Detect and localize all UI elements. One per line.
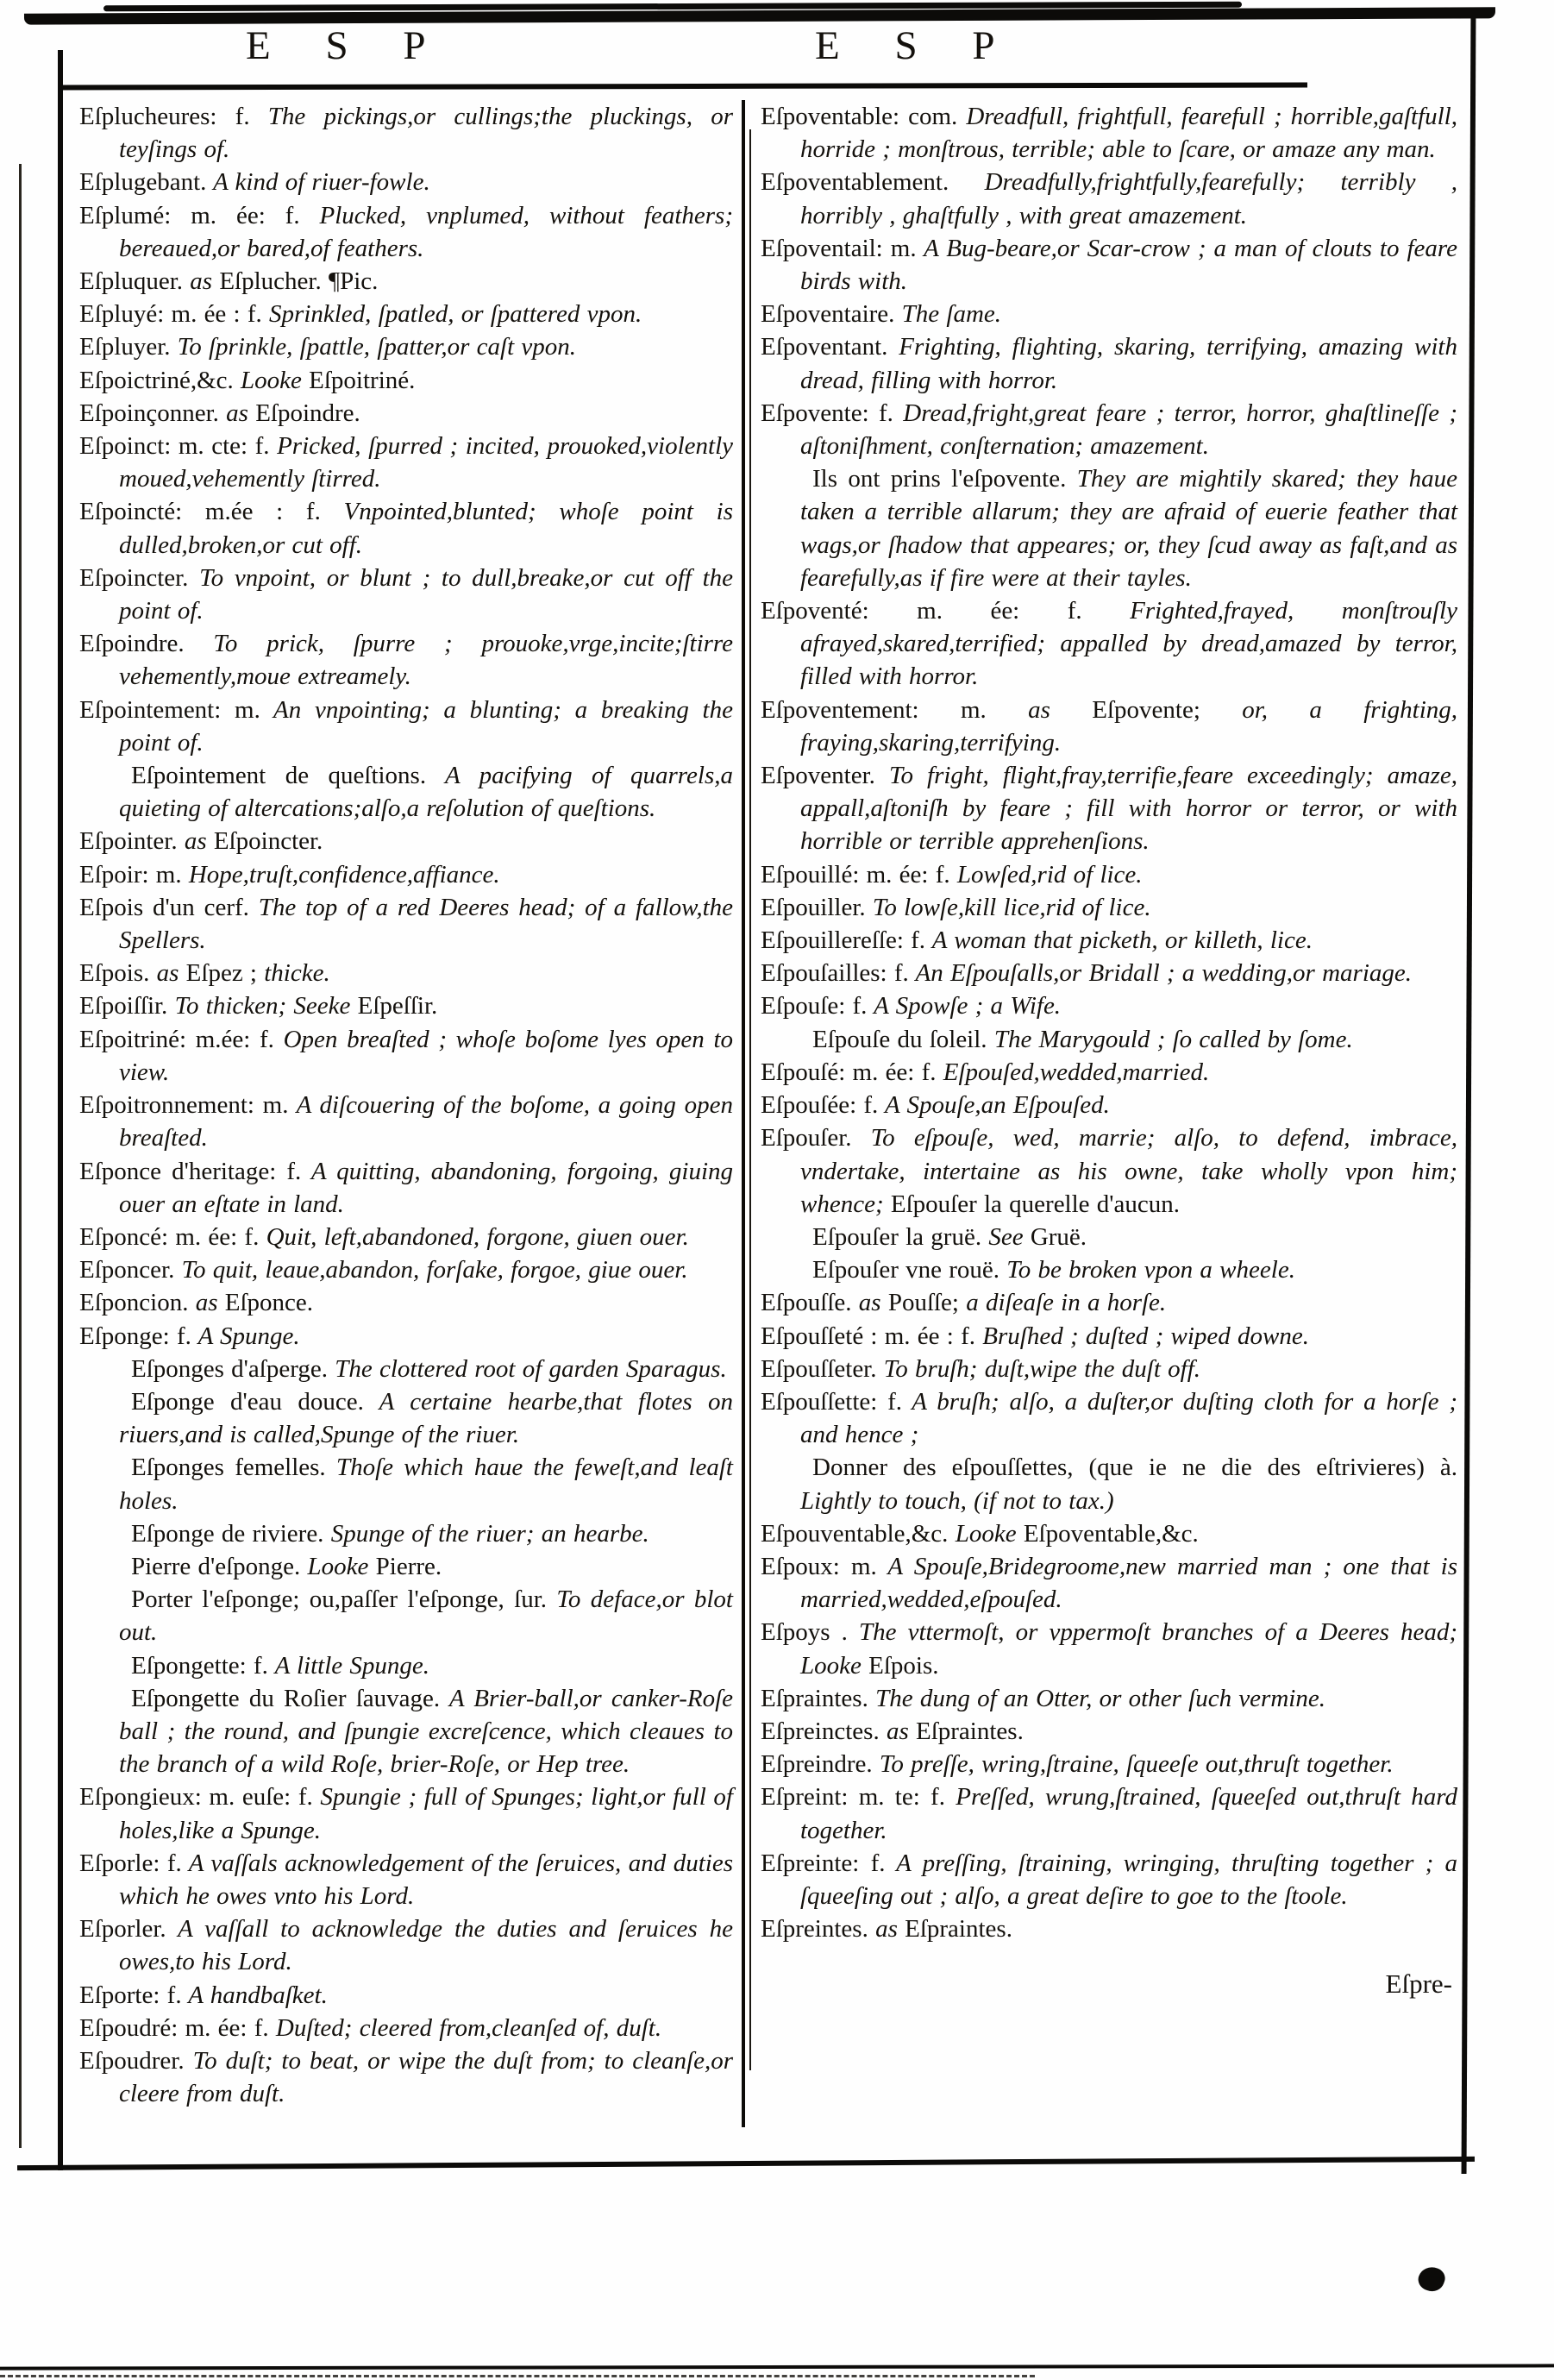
entry-headword: Eſpoinct: m. cte: f.: [79, 432, 270, 461]
entry-definition: To lowſe,kill lice,rid of lice.: [865, 893, 1151, 921]
header-rule: [62, 82, 1307, 90]
dictionary-entry: [79, 330, 733, 363]
entry-cross-reference: Eſpeſſir.: [350, 992, 438, 1020]
entry-definition: A Bug-beare,or Scar-crow ; a man of clouts to feare birds with.: [800, 234, 1457, 296]
dictionary-entry: [79, 694, 733, 759]
entry-definition: A little Spunge.: [267, 1651, 430, 1680]
dictionary-entry: [761, 957, 1457, 989]
entry-headword: Eſpoudrer.: [79, 2046, 185, 2075]
entry-headword: Eſpois d'un cerf.: [79, 893, 249, 921]
entry-headword: Eſpouſée: f.: [761, 1091, 879, 1120]
entry-cross-reference: Pierre.: [368, 1552, 442, 1580]
entry-definition: as: [149, 959, 179, 988]
dictionary-entry: [79, 397, 733, 430]
entry-definition: The ſame.: [894, 300, 1002, 329]
entry-definition: as: [986, 695, 1050, 724]
entry-headword: Eſpouſſe.: [761, 1289, 852, 1317]
entry-headword: Pierre d'eſponge.: [131, 1552, 301, 1580]
dictionary-entry: [761, 1550, 1457, 1616]
dictionary-entry: [79, 858, 733, 891]
dictionary-entry: [761, 594, 1457, 694]
entry-definition: A pacifying of quarrels,a quieting of altercations;alſo,a reſolution of queſtions.: [119, 762, 733, 823]
entry-definition: as: [879, 1717, 909, 1745]
entry-definition: The vttermoſt, or vppermoſt branches of a Deeres head; Looke: [800, 1618, 1457, 1680]
entry-headword: Eſpoincté: m.ée : f.: [79, 498, 321, 526]
entry-cross-reference: Eſpovente;: [1050, 695, 1200, 724]
entry-definition: Looke: [300, 1552, 369, 1580]
ink-blot: [1415, 2264, 1448, 2295]
dictionary-entry: [79, 1550, 733, 1583]
dictionary-entry: [79, 1979, 733, 2012]
entry-definition: To deface,or blot out.: [119, 1586, 733, 1647]
entry-definition: A vaſſals acknowledgement of the ſeruices, and duties which he owes vnto his Lord.: [119, 1849, 733, 1910]
entry-headword: Eſpoinçonner.: [79, 399, 219, 427]
dictionary-entry: [79, 265, 733, 298]
entry-definition: A Spunge.: [191, 1322, 300, 1350]
dictionary-entry: [79, 364, 733, 397]
column-divider-rule-2: [749, 129, 751, 2070]
entry-definition: Dread,fright,great feare ; terror, horror, ghaſtlineſſe ; aſtoniſhment, conſternation; amazement.: [800, 399, 1457, 461]
entry-definition: To eſpouſe, wed, marrie; alſo, to defend, imbrace, vndertake, intertaine as his owne, take wholly vpon him; whence;: [800, 1124, 1457, 1218]
entry-headword: Eſpreintes.: [761, 1915, 868, 1944]
dictionary-entry: [79, 825, 733, 857]
dictionary-entry: [761, 100, 1457, 166]
dictionary-entry: [79, 1583, 733, 1648]
entry-headword: Eſponcer.: [79, 1256, 175, 1284]
dictionary-entry: [79, 430, 733, 495]
entry-definition: A Brier-ball,or canker-Roſe ball ; the round, and ſpungie excreſcence, which cleaues to the branch of a wild Roſe, brier-Roſe, or Hep tree.: [119, 1684, 733, 1779]
entry-cross-reference: Eſpraintes.: [908, 1717, 1024, 1745]
entry-headword: Eſpoir: m.: [79, 860, 182, 889]
entry-headword: Eſponge: f.: [79, 1322, 191, 1350]
dictionary-entry: [761, 1517, 1457, 1550]
dictionary-entry: [79, 1912, 733, 1978]
dictionary-entry: [79, 166, 733, 198]
entry-definition: Duſted; cleered from,cleanſed of, duſt.: [268, 2013, 662, 2042]
dictionary-entry: [761, 166, 1457, 231]
entry-headword: Eſpreinte: f.: [761, 1849, 886, 1877]
page-left-edge-shadow: [19, 164, 22, 2148]
entry-definition: as: [177, 827, 207, 856]
entry-headword: Eſponges d'aſperge.: [131, 1354, 328, 1383]
dictionary-entry: [79, 298, 733, 330]
entry-headword: Eſpreinctes.: [761, 1717, 880, 1745]
entry-headword: Eſpoux: m.: [761, 1552, 877, 1580]
entry-headword: Eſpouillereſſe: f.: [761, 926, 926, 955]
entry-headword: Eſpouſe du ſoleil.: [812, 1025, 987, 1053]
entry-definition: To prick, ſpurre ; prouoke,vrge,incite;ſtirre vehemently,moue extreamely.: [119, 630, 733, 691]
entry-definition: Sprinkled, ſpatled, or ſpattered vpon.: [261, 300, 642, 329]
dictionary-entry: [79, 891, 733, 957]
dictionary-entry: [79, 199, 733, 265]
entry-cross-reference: Gruë.: [1023, 1222, 1087, 1251]
entry-headword: Eſpouſailles: f.: [761, 959, 909, 988]
dictionary-entry: [761, 989, 1457, 1022]
entry-headword: Ils ont prins l'eſpovente.: [812, 465, 1067, 493]
entry-definition: To thicken; Seeke: [167, 992, 351, 1020]
entry-cross-reference: Eſpoventable,&c.: [1016, 1519, 1199, 1548]
catchword: Eſpre-: [1385, 1969, 1452, 2000]
entry-headword: Eſpluyer.: [79, 333, 171, 361]
entry-definition: To quit, leaue,abandon, forſake, forgoe, giue ouer.: [174, 1256, 688, 1284]
entry-definition: Looke: [233, 366, 302, 394]
entry-definition: Vnpointed,blunted; whoſe point is dulled,broken,or cut off.: [119, 498, 734, 559]
dictionary-entry: [761, 759, 1457, 858]
dictionary-entry: [79, 100, 733, 166]
entry-headword: Eſpoventablement.: [761, 168, 949, 197]
entry-headword: Eſpoitriné: m.ée: f.: [79, 1025, 274, 1053]
entry-definition: as: [851, 1289, 881, 1317]
entry-definition: Spunge of the riuer; an hearbe.: [323, 1519, 649, 1548]
entry-headword: Eſponge de riviere.: [131, 1519, 324, 1548]
entry-headword: Eſplumé: m. ée: f.: [79, 201, 300, 229]
entry-headword: Eſpovente: f.: [761, 399, 893, 427]
dictionary-column-right: [761, 100, 1457, 2001]
entry-definition: To be broken vpon a wheele.: [999, 1256, 1295, 1284]
entry-headword: Eſpluyé: m. ée : f.: [79, 300, 262, 329]
entry-headword: Eſpointement de queſtions.: [131, 762, 427, 790]
entry-headword: Eſponcé: m. ée: f.: [79, 1222, 260, 1251]
dictionary-entry: [761, 1715, 1457, 1748]
entry-definition: Quit, left,abandoned, forgone, giuen ouer.: [259, 1222, 689, 1251]
dictionary-entry: [761, 1451, 1457, 1517]
entry-definition: or, a frighting, fraying,skaring,terrifying.: [800, 695, 1457, 757]
entry-headword: Eſpoventant.: [761, 333, 888, 361]
dictionary-entry: [79, 1155, 733, 1221]
entry-definition: A preſſing, ſtraining, wringing, thruſting together ; a ſqueeſing out ; alſo, a great deſire to goe to the ſtoole.: [800, 1849, 1457, 1910]
entry-definition: a diſeaſe in a horſe.: [958, 1289, 1167, 1317]
entry-headword: Eſpoictriné,&c.: [79, 366, 234, 394]
entry-definition: Pricked, ſpurred ; incited, prouoked,violently moued,vehemently ſtirred.: [119, 432, 734, 493]
entry-definition: Dreadfully,frightfully,fearefully; terribly , horribly , ghaſtfully , with great amazement.: [800, 168, 1457, 229]
dictionary-entry: [79, 1353, 733, 1385]
dictionary-entry: [79, 1221, 733, 1253]
entry-definition: A diſcouering of the boſome, a going open breaſted.: [119, 1091, 733, 1152]
dictionary-entry: [761, 397, 1457, 462]
entry-cross-reference: Eſpez ;: [179, 959, 257, 988]
entry-definition: To duſt; to beat, or wipe the duſt from; to cleanſe,or cleere from duſt.: [119, 2046, 733, 2108]
entry-definition: To ſprinkle, ſpattle, ſpatter,or caſt vpon.: [170, 333, 577, 361]
entry-cross-reference: Eſpouſer la querelle d'aucun.: [883, 1190, 1181, 1218]
dictionary-entry: [79, 989, 733, 1022]
entry-headword: Eſpoventable: com.: [761, 103, 958, 130]
dictionary-entry: [761, 1023, 1457, 1056]
entry-definition: The pickings,or cullings;the pluckings, or teyſings of.: [119, 103, 733, 164]
entry-cross-reference: Eſpois.: [861, 1651, 939, 1680]
entry-definition: To preſſe, wring,ſtraine, ſqueeſe out,thruſt together.: [872, 1750, 1394, 1779]
dictionary-entry: [79, 1649, 733, 1682]
entry-cross-reference: Pouſſe;: [880, 1289, 959, 1317]
entry-definition: Looke: [948, 1519, 1017, 1548]
entry-headword: Eſpoiſſir.: [79, 992, 168, 1020]
entry-definition: To vnpoint, or blunt ; to dull,breake,or cut off the point of.: [119, 563, 733, 625]
column-divider-rule: [742, 100, 745, 2127]
dictionary-entry: [79, 957, 733, 989]
entry-definition: Dreadfull, frightfull, fearefull ; horrible,gaſtfull, horride ; monſtrous, terrible; able to ſcare, or amaze any man.: [800, 103, 1457, 164]
dictionary-entry: [79, 1517, 733, 1550]
entry-headword: Eſpouſſette: f.: [761, 1387, 902, 1416]
entry-definition: Plucked, vnplumed, without feathers; bereaued,or bared,of feathers.: [119, 201, 733, 262]
entry-definition: thicke.: [257, 959, 330, 988]
dictionary-entry: [79, 1385, 733, 1451]
dictionary-entry: [761, 694, 1457, 759]
entry-definition: The Marygould ; ſo called by ſome.: [987, 1025, 1353, 1053]
dictionary-entry: [761, 1353, 1457, 1385]
dictionary-entry: [761, 1616, 1457, 1681]
dictionary-entry: [79, 1320, 733, 1353]
dictionary-entry: [79, 2044, 733, 2110]
page-left-border: [58, 50, 63, 2170]
entry-headword: Eſpoventer.: [761, 762, 875, 790]
entry-definition: Preſſed, wrung,ſtrained, ſqueeſed out,thruſt hard together.: [800, 1783, 1457, 1844]
dictionary-entry: [79, 1847, 733, 1912]
entry-headword: Eſpongieux: m. euſe: f.: [79, 1783, 313, 1812]
entry-definition: To bruſh; duſt,wipe the duſt off.: [876, 1354, 1201, 1383]
entry-definition: Lightly to touch, (if not to tax.): [800, 1486, 1114, 1515]
running-head-right: E S P: [815, 23, 1018, 68]
entry-headword: Eſpouſſeté : m. ée : f.: [761, 1322, 976, 1350]
entry-headword: Eſpoindre.: [79, 630, 185, 658]
entry-headword: Eſpoitronnement: m.: [79, 1091, 289, 1120]
entry-definition: as: [183, 267, 213, 296]
dictionary-entry: [79, 627, 733, 693]
entry-definition: A handbaſket.: [181, 1981, 328, 2009]
entry-definition: Thoſe which haue the feweſt,and leaſt holes.: [119, 1454, 733, 1515]
entry-definition: A woman that picketh, or killeth, lice.: [925, 926, 1313, 955]
dictionary-entry: [79, 2012, 733, 2044]
dictionary-entry: [79, 759, 733, 825]
entry-definition: An Eſpouſalls,or Bridall ; a wedding,or mariage.: [908, 959, 1412, 988]
dictionary-entry: [79, 562, 733, 627]
dictionary-entry: [761, 462, 1457, 594]
entry-headword: Eſpoventail: m.: [761, 234, 917, 262]
entry-headword: Eſpoincter.: [79, 563, 189, 592]
entry-headword: Eſpongette du Roſier ſauvage.: [131, 1684, 441, 1712]
entry-definition: The top of a red Deeres head; of a fallow,the Spellers.: [119, 893, 734, 955]
entry-definition: A Spowſe ; a Wife.: [867, 992, 1062, 1020]
dictionary-entry: [761, 232, 1457, 298]
dictionary-entry: [761, 1912, 1457, 1945]
entry-definition: Spungie ; full of Spunges; light,or full of holes,like a Spunge.: [119, 1783, 733, 1844]
entry-definition: Frighting, flighting, skaring, terrifying, amazing with dread, filling with horror.: [800, 333, 1457, 394]
entry-definition: Lowſed,rid of lice.: [949, 860, 1143, 889]
entry-headword: Eſpluquer.: [79, 267, 184, 296]
entry-cross-reference: Eſpraintes.: [897, 1915, 1012, 1944]
entry-cross-reference: Eſpoindre.: [248, 399, 360, 427]
entry-headword: Eſpouillé: m. ée: f.: [761, 860, 950, 889]
entry-definition: A vaſſall to acknowledge the duties and ſeruices he owes,to his Lord.: [119, 1915, 733, 1976]
entry-headword: Eſponge d'eau douce.: [131, 1387, 364, 1416]
dictionary-entry: [761, 1286, 1457, 1319]
entry-definition: Bruſhed ; duſted ; wiped downe.: [975, 1322, 1309, 1350]
dictionary-entry: [761, 891, 1457, 924]
entry-headword: Eſplugebant.: [79, 168, 207, 197]
dictionary-entry: [761, 924, 1457, 957]
entry-headword: Eſpreindre.: [761, 1750, 873, 1779]
dictionary-entry: [79, 1682, 733, 1781]
entry-cross-reference: Eſpoincter.: [206, 827, 323, 856]
entry-headword: Eſpouiller.: [761, 893, 866, 921]
dictionary-column-left: [79, 100, 733, 2110]
entry-cross-reference: Eſpoitriné.: [301, 366, 416, 394]
entry-headword: Eſpreint: m. te: f.: [761, 1783, 945, 1812]
entry-definition: A Spouſe,an Eſpouſed.: [878, 1091, 1110, 1120]
dictionary-entry: [79, 1253, 733, 1286]
dictionary-entry: [79, 1023, 733, 1089]
entry-definition: as: [188, 1289, 218, 1317]
entry-headword: Eſponges femelles.: [131, 1454, 326, 1482]
entry-headword: Eſpraintes.: [761, 1684, 868, 1712]
entry-headword: Eſpouſer.: [761, 1124, 852, 1152]
dictionary-entry: [79, 495, 733, 561]
running-head-left: E S P: [246, 23, 448, 68]
entry-definition: A certaine hearbe,that flotes on riuers,and is called,Spunge of the riuer.: [119, 1387, 734, 1449]
dictionary-entry: [761, 1056, 1457, 1089]
dictionary-entry: [761, 1320, 1457, 1353]
page-right-border: [1462, 16, 1476, 2174]
entry-headword: Eſpouſe: f.: [761, 992, 868, 1020]
dictionary-entry: [79, 1089, 733, 1154]
page-bottom-rule: [17, 2157, 1475, 2170]
dictionary-entry: [761, 1682, 1457, 1715]
entry-headword: Eſpouſer vne rouë.: [812, 1256, 1000, 1284]
entry-definition: as: [868, 1915, 898, 1944]
entry-definition: Frighted,frayed, monſtrouſly afrayed,skared,terrified; appalled by dread,amazed by terror, filled with horror.: [800, 597, 1457, 691]
entry-headword: Eſpoventé: m. ée: f.: [761, 597, 1082, 625]
entry-headword: Eſponcion.: [79, 1289, 189, 1317]
entry-definition: Hope,truſt,confidence,affiance.: [181, 860, 500, 889]
dictionary-entry: [79, 1286, 733, 1319]
entry-headword: Eſporler.: [79, 1915, 166, 1944]
dictionary-entry: [79, 1780, 733, 1846]
dictionary-entry: [761, 298, 1457, 330]
next-page-edge-dashes: [0, 2375, 1035, 2377]
entry-definition: Eſpouſed,wedded,married.: [936, 1058, 1210, 1086]
entry-headword: Eſpoudré: m. ée: f.: [79, 2013, 269, 2042]
entry-definition: The clottered root of garden Sparagus.: [327, 1354, 727, 1383]
next-page-edge-line: [0, 2364, 1554, 2370]
entry-cross-reference: Eſponce.: [217, 1289, 314, 1317]
dictionary-entry: [761, 1121, 1457, 1221]
entry-headword: Eſporle: f.: [79, 1849, 182, 1877]
entry-definition: An vnpointing; a blunting; a breaking the point of.: [119, 695, 733, 757]
entry-definition: They are mightily skared; they haue taken a terrible allarum; they are afraid of euerie feather that wags,or ſhadow that appeares; or, they ſcud away as faſt,and as fearefully,as if fire were at their tayles.: [800, 465, 1457, 592]
entry-headword: Eſpouventable,&c.: [761, 1519, 949, 1548]
entry-headword: Eſponce d'heritage: f.: [79, 1157, 302, 1185]
entry-headword: Eſpouſé: m. ée: f.: [761, 1058, 937, 1086]
entry-headword: Eſporte: f.: [79, 1981, 182, 2009]
entry-headword: Eſpoventement: m.: [761, 695, 987, 724]
entry-headword: Eſpointement: m.: [79, 695, 260, 724]
entry-definition: To fright, flight,fray,terrifie,feare exceedingly; amaze, appall,aſtoniſh by feare ; fill with horror or terror, or with horrible or terrible apprehenſions.: [800, 762, 1457, 856]
entry-definition: as: [218, 399, 248, 427]
dictionary-entry: [761, 1847, 1457, 1912]
entry-headword: Eſpoventaire.: [761, 300, 895, 329]
entry-definition: See: [981, 1222, 1024, 1251]
entry-headword: Eſplucheures: f.: [79, 103, 250, 130]
entry-headword: Eſpouſer la gruë.: [812, 1222, 982, 1251]
entry-headword: Porter l'eſponge; ou,paſſer l'eſponge, ſur.: [131, 1586, 548, 1614]
dictionary-entry: [761, 330, 1457, 396]
entry-definition: A bruſh; alſo, a duſter,or duſting cloth for a horſe ; and hence ;: [800, 1387, 1457, 1449]
dictionary-entry: [761, 1780, 1457, 1846]
entry-definition: A Spouſe,Bridegroome,new married man ; one that is married,wedded,eſpouſed.: [800, 1552, 1457, 1614]
entry-cross-reference: Eſplucher. ¶Pic.: [212, 267, 379, 296]
dictionary-entry: [761, 1385, 1457, 1451]
entry-definition: A kind of riuer-fowle.: [206, 168, 430, 197]
entry-definition: A quitting, abandoning, forgoing, giuing ouer an eſtate in land.: [119, 1157, 733, 1218]
entry-headword: Eſpois.: [79, 959, 150, 988]
dictionary-entry: [761, 1748, 1457, 1780]
entry-definition: Open breaſted ; whoſe boſome lyes open to view.: [119, 1025, 734, 1086]
entry-headword: Eſpoys .: [761, 1618, 848, 1647]
dictionary-entry: [761, 858, 1457, 891]
entry-definition: The dung of an Otter, or other ſuch vermine.: [868, 1684, 1325, 1712]
entry-headword: Donner des eſpouſſettes, (que ie ne die des eſtrivieres) à.: [812, 1454, 1457, 1482]
entry-headword: Eſpouſſeter.: [761, 1354, 877, 1383]
dictionary-entry: [761, 1221, 1457, 1253]
dictionary-entry: [761, 1253, 1457, 1286]
dictionary-entry: [79, 1451, 733, 1517]
entry-headword: Eſpointer.: [79, 827, 178, 856]
entry-headword: Eſpongette: f.: [131, 1651, 268, 1680]
dictionary-entry: [761, 1089, 1457, 1121]
